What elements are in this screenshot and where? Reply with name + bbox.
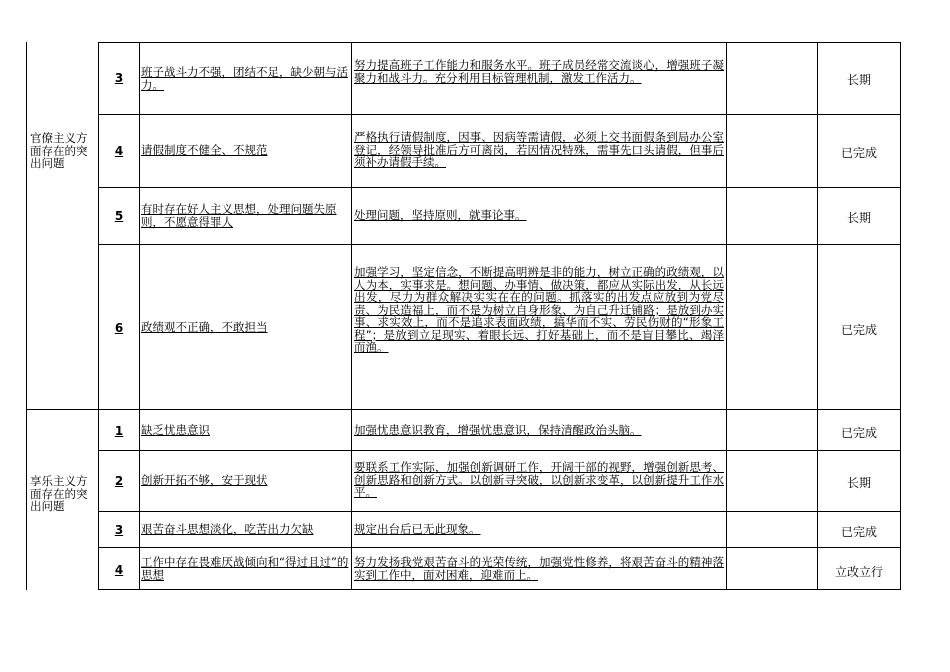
- problem-text: 艰苦奋斗思想淡化，吃苦出力欠缺: [141, 522, 314, 536]
- status-text: 长期: [846, 211, 871, 225]
- table-border-problem-left: [139, 42, 140, 590]
- group-border: [26, 409, 901, 410]
- measure-text: 努力提高班子工作能力和服务水平。班子成员经常交流谈心，增强班子凝聚力和战斗力。充分利用目标管理机制，激发工作活力。: [354, 58, 724, 85]
- row-number: 4: [114, 144, 124, 158]
- table-border-note-left: [726, 42, 727, 590]
- row-border: [98, 589, 901, 590]
- problem-text: 政绩观不正确，不敢担当: [141, 320, 268, 334]
- measure-text: 努力发扬我党艰苦奋斗的光荣传统，加强党性修养，将艰苦奋斗的精神落实到工作中，面对困难，迎难而上。: [354, 555, 724, 582]
- status-text: 已完成: [840, 146, 877, 160]
- measure-text: 严格执行请假制度，因事、因病等需请假，必须上交书面假条到局办公室登记，经领导批准后方可离岗，若因情况特殊，需事先口头请假，但事后须补办请假手续。: [354, 130, 724, 169]
- status-text: 已完成: [840, 426, 877, 440]
- row-border: [98, 244, 901, 245]
- status-text: 长期: [846, 73, 871, 87]
- row-border: [98, 114, 901, 115]
- row-number: 4: [114, 563, 124, 577]
- row-border: [98, 547, 901, 548]
- measure-text: 处理问题，坚持原则，就事论事。: [354, 208, 527, 222]
- table-border-right: [900, 42, 901, 590]
- problem-text: 有时存在好人主义思想，处理问题失原则，不愿意得罪人: [141, 202, 337, 229]
- row-border: [98, 42, 901, 43]
- status-text: 立改立行: [834, 565, 883, 579]
- category-hedonism: 享乐主义方面存在的突出问题: [30, 474, 88, 513]
- row-number: 6: [114, 321, 124, 335]
- row-number: 2: [114, 474, 124, 488]
- problem-text: 请假制度不健全、不规范: [141, 143, 268, 157]
- problem-text: 班子战斗力不强，团结不足，缺少朝与活力。: [141, 65, 348, 92]
- problem-text: 缺乏忧患意识: [141, 423, 210, 437]
- row-border: [98, 450, 901, 451]
- table-border-measure-left: [351, 42, 352, 590]
- row-number: 5: [114, 209, 124, 223]
- category-bureaucratism: 官僚主义方面存在的突出问题: [30, 131, 88, 170]
- table-border-status-left: [817, 42, 818, 590]
- problem-text: 工作中存在畏难厌战倾向和“得过且过”的思想: [141, 555, 349, 582]
- row-number: 1: [114, 424, 124, 438]
- problem-text: 创新开拓不够，安于现状: [141, 473, 268, 487]
- table-border-no-left: [98, 42, 99, 590]
- measure-text: 加强忧患意识教育，增强忧患意识，保持清醒政治头脑。: [354, 423, 642, 437]
- row-border: [98, 187, 901, 188]
- status-text: 已完成: [840, 525, 877, 539]
- status-text: 已完成: [840, 323, 877, 337]
- table-border-left: [26, 42, 27, 590]
- row-number: 3: [114, 523, 124, 537]
- measure-text: 加强学习，坚定信念，不断提高明辨是非的能力，树立正确的政绩观，以人为本，实事求是。想问题、办事情、做决策，都应从实际出发，从长远出发，尽力为群众解决实实在在的问题。抓落实的出发点应放到为党尽责、为民造福上，而不是为树立自身形象、为自己升迁铺路；是放到办实事、求实效上，而不是追求表面政绩，搞华而不实、劳民伤财的“形象工程”；是放到立足现实、着眼长远、打好基础上，而不是盲目攀比、竭泽而渔。: [354, 265, 724, 354]
- status-text: 长期: [846, 476, 871, 490]
- measure-text: 规定出台后已无此现象。: [354, 522, 481, 536]
- row-number: 3: [114, 71, 124, 85]
- row-border: [98, 511, 901, 512]
- measure-text: 要联系工作实际，加强创新调研工作，开阔干部的视野，增强创新思考、创新思路和创新方式。以创新寻突破，以创新求变革，以创新提升工作水平。: [354, 460, 724, 499]
